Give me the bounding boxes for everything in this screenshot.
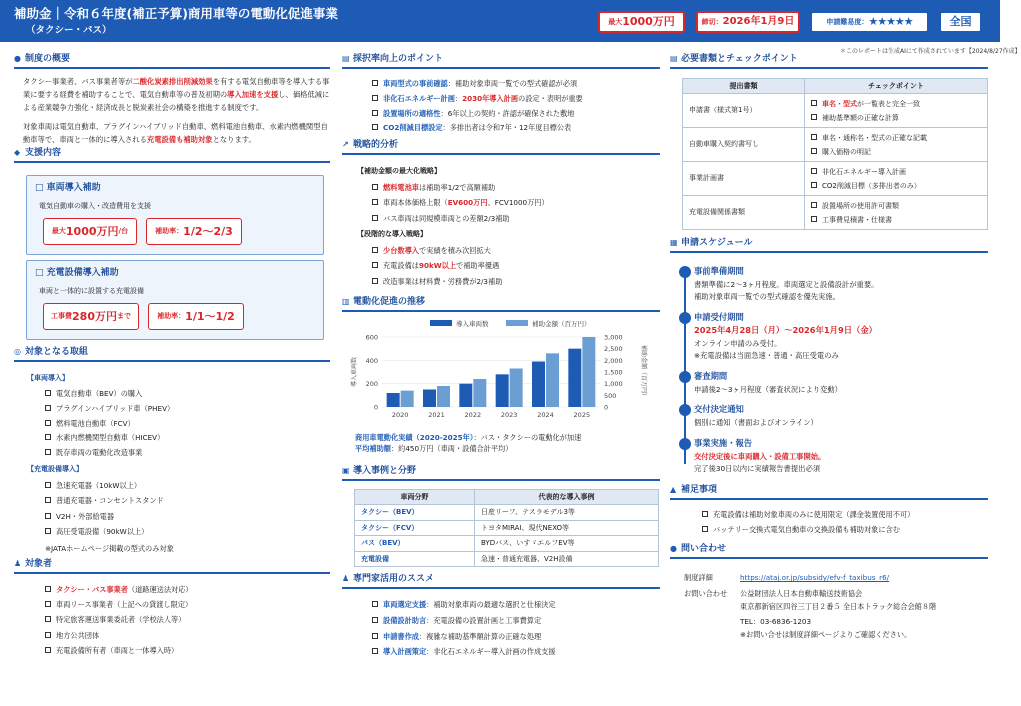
table-cell: 急速・普通充電器、V2H設備 (475, 551, 659, 567)
schedule-step-desc: オンライン申請のみ受付。 (694, 339, 782, 348)
y-axis-label-left: 導入車両数 (351, 356, 358, 388)
x-tick: 2020 (391, 411, 409, 419)
page-title: 補助金｜令和６年度(補正予算)商用車等の電動化促進事業 (14, 6, 338, 21)
bar-subsidy (546, 353, 559, 407)
bar-vehicles (387, 393, 400, 407)
charger-cost-pill: 工事費 280万円 まで (43, 303, 139, 330)
checkbox-icon (45, 390, 51, 396)
x-tick: 2021 (428, 411, 445, 419)
check-item: 設置場所の使用許可書類 (811, 199, 981, 213)
schedule-emphasis: 交付決定後に車両購入・設備工事開始。 (694, 452, 826, 461)
checkbox-icon (45, 482, 51, 488)
y-tick-left: 200 (365, 380, 378, 389)
checkbox-icon (45, 449, 51, 455)
checkbox-icon (811, 148, 817, 154)
max-amount-badge: 最大 1000万円 (598, 11, 685, 33)
schedule-period: 2025年4月28日（月）〜2026年1月9日（金） (694, 325, 877, 335)
schedule-step-title: 事業実施・報告 (694, 438, 753, 448)
target-item: 特定旅客運送事業委託者（学校法人等） (45, 615, 185, 625)
checkbox-icon (811, 202, 817, 208)
strategy-item: 充電設備は90kW以上で補助率優遇 (372, 261, 499, 271)
target-icon: ◎ (14, 347, 21, 356)
initiative-item: 既存車両の電動化改造事業 (45, 448, 142, 458)
initiative-item: 燃料電池自動車（FCV） (45, 419, 135, 429)
table-cell: タクシー（BEV） (355, 505, 475, 521)
card-desc: 車両と一体的に設置する充電設備 (39, 287, 144, 295)
strategy-item: バス車両は同規模車両との差額2/3補助 (372, 214, 510, 224)
doc-name: 申請書（様式第1号） (683, 94, 805, 128)
initiative-item: V2H・外部給電器 (45, 512, 114, 522)
initiative-item: プラグインハイブリッド車（PHEV） (45, 404, 174, 414)
bar-subsidy (510, 369, 523, 408)
y-tick-right: 3,000 (604, 333, 623, 342)
table-row (355, 520, 659, 536)
timeline-dot (679, 404, 691, 416)
difficulty-badge: 申請難易度： ★★★★★ (810, 11, 929, 33)
clipboard-icon: ▤ (670, 54, 678, 63)
header-banner (0, 0, 1000, 42)
table-row (355, 536, 659, 552)
schedule-step-desc: ※充電設備は当面急速・普通・高圧受電のみ (694, 350, 839, 360)
charger-rate-pill: 補助率： 1/1〜1/2 (148, 303, 244, 330)
initiative-item: 高圧受電設備（90kW以上） (45, 527, 148, 537)
checkbox-icon (372, 124, 378, 130)
table-header: 提出書類 (683, 79, 805, 94)
point-item: 非化石エネルギー計画：2030年導入計画の設定・表明が重要 (372, 94, 583, 104)
y-tick-right: 500 (604, 391, 617, 400)
checkbox-icon (45, 434, 51, 440)
docs-table (682, 78, 988, 230)
checkbox-icon (702, 526, 708, 532)
section-schedule: ▦ 申請スケジュール (670, 237, 988, 253)
table-cell: BYDバス、いすゞエルフEV等 (475, 536, 659, 552)
checkbox-icon (45, 586, 51, 592)
schedule-step-title: 申請受付期間 (694, 312, 744, 322)
checkbox-icon (45, 513, 51, 519)
table-cell: バス（BEV） (355, 536, 475, 552)
y-tick-left: 600 (365, 333, 378, 342)
y-axis-label-right: 補助金額（百万円） (640, 344, 647, 400)
checkbox-icon (45, 528, 51, 534)
cases-table (354, 489, 659, 567)
check-item: 車名・型式が一覧表と完全一致 (811, 97, 981, 111)
target-item: タクシー・バス事業者（道路運送法対応） (45, 585, 193, 595)
supplement-item: 充電設備は補助対象車両のみに使用限定（課金装置使用不可） (702, 510, 914, 520)
schedule-step-desc: 完了後30日以内に実績報告書提出必須 (694, 463, 821, 473)
checkbox-icon (372, 617, 378, 623)
timeline-dot (679, 312, 691, 324)
schedule-step-desc: 申請後2〜3ヶ月程度（審査状況により変動） (694, 385, 842, 394)
table-row (683, 196, 988, 230)
checkbox-icon (372, 247, 378, 253)
checkbox-icon (45, 405, 51, 411)
check-cell (805, 196, 988, 230)
x-tick: 2024 (537, 411, 554, 419)
strategy-item: 改造事業は材料費・労務費が2/3補助 (372, 277, 502, 287)
bar-vehicles (532, 362, 545, 408)
expert-icon: ♟ (342, 574, 350, 583)
checkbox-icon (372, 648, 378, 654)
check-cell (805, 94, 988, 128)
checkbox-icon (811, 182, 817, 188)
strategy-max-label: 【補助金額の最大化戦略】 (357, 167, 441, 175)
checkbox-icon (811, 100, 817, 106)
vehicle-max-pill: 最大 1000万円 /台 (43, 218, 137, 245)
ev-trend-chart (342, 315, 660, 427)
initiative-item: 電気自動車（BEV）の購入 (45, 389, 142, 399)
checkbox-icon (45, 497, 51, 503)
table-row (355, 551, 659, 567)
checkbox-icon (811, 168, 817, 174)
check-cell (805, 162, 988, 196)
org-address: 東京都新宿区四谷三丁目２番５ 全日本トラック総合会館８階 (740, 602, 937, 611)
card-title: □ 車両導入補助 (35, 183, 101, 193)
card-title: □ 充電設備導入補助 (35, 268, 119, 278)
schedule-step-desc: 書類準備に2〜3ヶ月程度。車両選定と設備設計が重要。 (694, 280, 879, 289)
strategy-item: 車両本体価格上限（EV600万円、FCV1000万円） (372, 198, 549, 208)
legend-swatch (430, 320, 452, 326)
bar-vehicles (459, 384, 472, 407)
checkbox-icon (372, 262, 378, 268)
initiative-item: 普通充電器・コンセントスタンド (45, 496, 164, 506)
schedule-step-title: 審査期間 (694, 371, 728, 381)
section-targets: ♟ 対象者 (14, 558, 330, 574)
checkbox-icon (372, 215, 378, 221)
checkbox-icon (811, 114, 817, 120)
checkbox-icon (702, 511, 708, 517)
check-item: 購入価格の明記 (811, 145, 981, 159)
star-rating: ★★★★★ (868, 15, 913, 29)
checkbox-icon (45, 616, 51, 622)
checkbox-icon (372, 278, 378, 284)
x-tick: 2022 (464, 411, 482, 419)
checkbox-icon (372, 110, 378, 116)
check-item: 工事費見積書・仕様書 (811, 213, 981, 227)
y-tick-right: 1,000 (604, 380, 623, 389)
checkbox-icon (45, 632, 51, 638)
table-cell: タクシー（FCV） (355, 520, 475, 536)
checkbox-icon (372, 601, 378, 607)
table-row (683, 94, 988, 128)
initiative-item: 急速充電器（10kW以上） (45, 481, 141, 491)
table-cell: 充電設備 (355, 551, 475, 567)
handshake-icon: ◆ (14, 148, 21, 157)
table-header: 代表的な導入事例 (475, 490, 659, 505)
strategy-item: 燃料電池車は補助率1/2で高額補助 (372, 183, 495, 193)
calendar-icon: ▦ (670, 238, 678, 247)
table-cell: 日産リーフ、テスラモデル3等 (475, 505, 659, 521)
section-points: ▤ 採択率向上のポイント (342, 53, 660, 69)
doc-name: 自動車購入契約書写し (683, 128, 805, 162)
section-experts: ♟ 専門家活用のススメ (342, 573, 660, 589)
checkbox-icon (372, 184, 378, 190)
table-row (355, 505, 659, 521)
deadline-badge: 締切： 2026年1月9日 (696, 11, 800, 33)
target-item: 充電設備所有者（車両と一体導入時） (45, 646, 178, 656)
checkbox-icon (45, 647, 51, 653)
initiatives-footnote: ※JATAホームページ掲載の型式のみ対象 (45, 544, 174, 553)
timeline-dot (679, 266, 691, 278)
strategy-phase-label: 【段階的な導入戦略】 (357, 230, 427, 238)
bus-icon: ▣ (342, 466, 350, 475)
chart-note-2: 平均補助額：約450万円（車両・設備合計平均） (355, 444, 513, 453)
trend-icon: ↗ (342, 140, 349, 149)
schedule-step-desc: 個別に通知（書面およびオンライン） (694, 418, 818, 427)
table-row (683, 128, 988, 162)
section-support: ◆ 支援内容 (14, 147, 330, 163)
check-item: 車名・通称名・型式の正確な記載 (811, 131, 981, 145)
info-icon: ● (14, 54, 21, 63)
bar-chart-icon: ▥ (342, 297, 350, 306)
org-name: 公益財団法人日本自動車輸送技術協会 (740, 589, 863, 598)
table-header: チェックポイント (805, 79, 988, 94)
table-row (683, 162, 988, 196)
schedule-step-desc: 補助対象車両一覧での型式確認を優先実施。 (694, 291, 840, 301)
section-strategy: ↗ 戦略的分析 (342, 139, 660, 155)
legend-label: 補助金額（百万円） (532, 320, 591, 328)
vehicle-group-label: 【車両導入】 (27, 374, 69, 382)
chart-note-1: 商用車電動化実績（2020-2025年）：バス・タクシーの電動化が加速 (355, 433, 582, 442)
check-item: CO2削減目標（多排出者のみ） (811, 179, 981, 193)
page-subtitle: （タクシー・バス） (26, 25, 112, 36)
checkbox-icon (372, 95, 378, 101)
x-tick: 2023 (500, 411, 518, 419)
timeline-line (684, 268, 686, 464)
initiative-item: 水素内燃機関型自動車（HICEV） (45, 433, 164, 443)
checkbox-icon (372, 80, 378, 86)
section-docs: ▤ 必要書類とチェックポイント (670, 53, 988, 69)
region-badge: 全国 (939, 11, 982, 33)
section-contact: ● 問い合わせ (670, 543, 988, 559)
table-cell: トヨタMIRAI、現代NEXO等 (475, 520, 659, 536)
card-desc: 電気自動車の購入・改造費用を支援 (39, 202, 151, 210)
check-item: 補助基準額の正確な計算 (811, 111, 981, 125)
checklist-icon: ▤ (342, 54, 350, 63)
schedule-step-title: 交付決定通知 (694, 404, 744, 414)
y-tick-right: 2,000 (604, 356, 623, 365)
vehicle-rate-pill: 補助率： 1/2〜2/3 (146, 218, 242, 245)
y-tick-right: 0 (604, 403, 609, 412)
inquiry-label: お問い合わせ (684, 589, 728, 598)
overview-paragraph-1: タクシー事業者、バス事業者等が二酸化炭素排出削減効果を有する電気自動車等を導入する事業に要する経費を補助することで、電気自動車等の普及初期の導入加速を支援し、価格低減による産業競争力強化・経済成長と脱炭素社会の構築を推進する制度です。 (23, 77, 330, 112)
y-tick-right: 2,500 (604, 345, 623, 354)
bar-vehicles (496, 374, 509, 407)
checkbox-icon (811, 134, 817, 140)
section-overview: ● 制度の概要 (14, 53, 330, 69)
expert-item: 申請書作成：複雑な補助基準額計算の正確な処理 (372, 632, 541, 642)
org-tel: TEL：03-6836-1203 (740, 617, 812, 626)
check-item: 非化石エネルギー導入計画 (811, 165, 981, 179)
x-tick: 2025 (573, 411, 591, 419)
target-item: 車両リース事業者（上記への貸渡し限定） (45, 600, 192, 610)
target-item: 地方公共団体 (45, 631, 99, 641)
y-tick-left: 0 (373, 403, 378, 412)
contact-note: ※お問い合せは制度詳細ページよりご確認ください。 (740, 630, 912, 639)
users-icon: ♟ (14, 559, 22, 568)
section-initiatives: ◎ 対象となる取組 (14, 346, 330, 362)
square-bullet-icon: □ (35, 183, 47, 193)
detail-link[interactable]: https://ataj.or.jp/subsidy/efv-f_taxibus_r6/ (740, 573, 890, 582)
point-item: 設置場所の適格性：6年以上の契約・許認が確保された敷地 (372, 109, 574, 119)
detail-label: 制度詳細 (684, 573, 713, 582)
bar-subsidy (437, 386, 450, 407)
bar-vehicles (568, 349, 581, 407)
section-chart: ▥ 電動化促進の推移 (342, 296, 660, 312)
question-icon: ● (670, 544, 677, 553)
checkbox-icon (811, 216, 817, 222)
y-tick-right: 1,500 (604, 368, 623, 377)
table-header: 車両分野 (355, 490, 475, 505)
legend-swatch (506, 320, 528, 326)
section-cases: ▣ 導入事例と分野 (342, 465, 660, 481)
warning-icon: ▲ (670, 485, 677, 494)
check-cell (805, 128, 988, 162)
doc-name: 事業計画書 (683, 162, 805, 196)
bar-vehicles (423, 390, 436, 408)
strategy-item: 少台数導入で実績を積み次回拡大 (372, 246, 491, 256)
legend-label: 導入車両数 (456, 320, 489, 328)
charger-group-label: 【充電設備導入】 (27, 465, 83, 473)
overview-paragraph-2: 対象車両は電気自動車、プラグインハイブリッド自動車、燃料電池自動車、水素内燃機関型自動車等で、車両と一体的に導入される充電設備も補助対象となります。 (23, 122, 328, 144)
supplement-item: バッテリー交換式電気自動車の交換設備も補助対象に含む (702, 525, 900, 535)
expert-item: 設備設計助言：充電設備の設置計画と工事費算定 (372, 616, 541, 626)
checkbox-icon (45, 601, 51, 607)
expert-item: 車両選定支援：補助対象車両の最適な選択と仕様決定 (372, 600, 556, 610)
timeline-dot (679, 371, 691, 383)
schedule-step-title: 事前準備期間 (694, 266, 744, 276)
checkbox-icon (372, 633, 378, 639)
expert-item: 導入計画策定：非化石エネルギー導入計画の作成支援 (372, 647, 556, 657)
doc-name: 充電設備関係書類 (683, 196, 805, 230)
bar-subsidy (473, 379, 486, 407)
checkbox-icon (45, 420, 51, 426)
y-tick-left: 400 (365, 356, 378, 365)
bar-subsidy (582, 337, 595, 407)
checkbox-icon (372, 199, 378, 205)
generated-note: ＊このレポートは生成AIにて作成されています【2024/8/27作成】 (840, 48, 1021, 55)
point-item: 車両型式の事前確認：補助対象車両一覧での型式確認が必須 (372, 79, 577, 89)
section-supplement: ▲ 補足事項 (670, 484, 988, 500)
square-bullet-icon: □ (35, 268, 47, 278)
timeline-dot (679, 438, 691, 450)
point-item: CO2削減目標設定：多排出者は令和7年・12年度目標公表 (372, 123, 571, 133)
bar-subsidy (401, 391, 414, 407)
